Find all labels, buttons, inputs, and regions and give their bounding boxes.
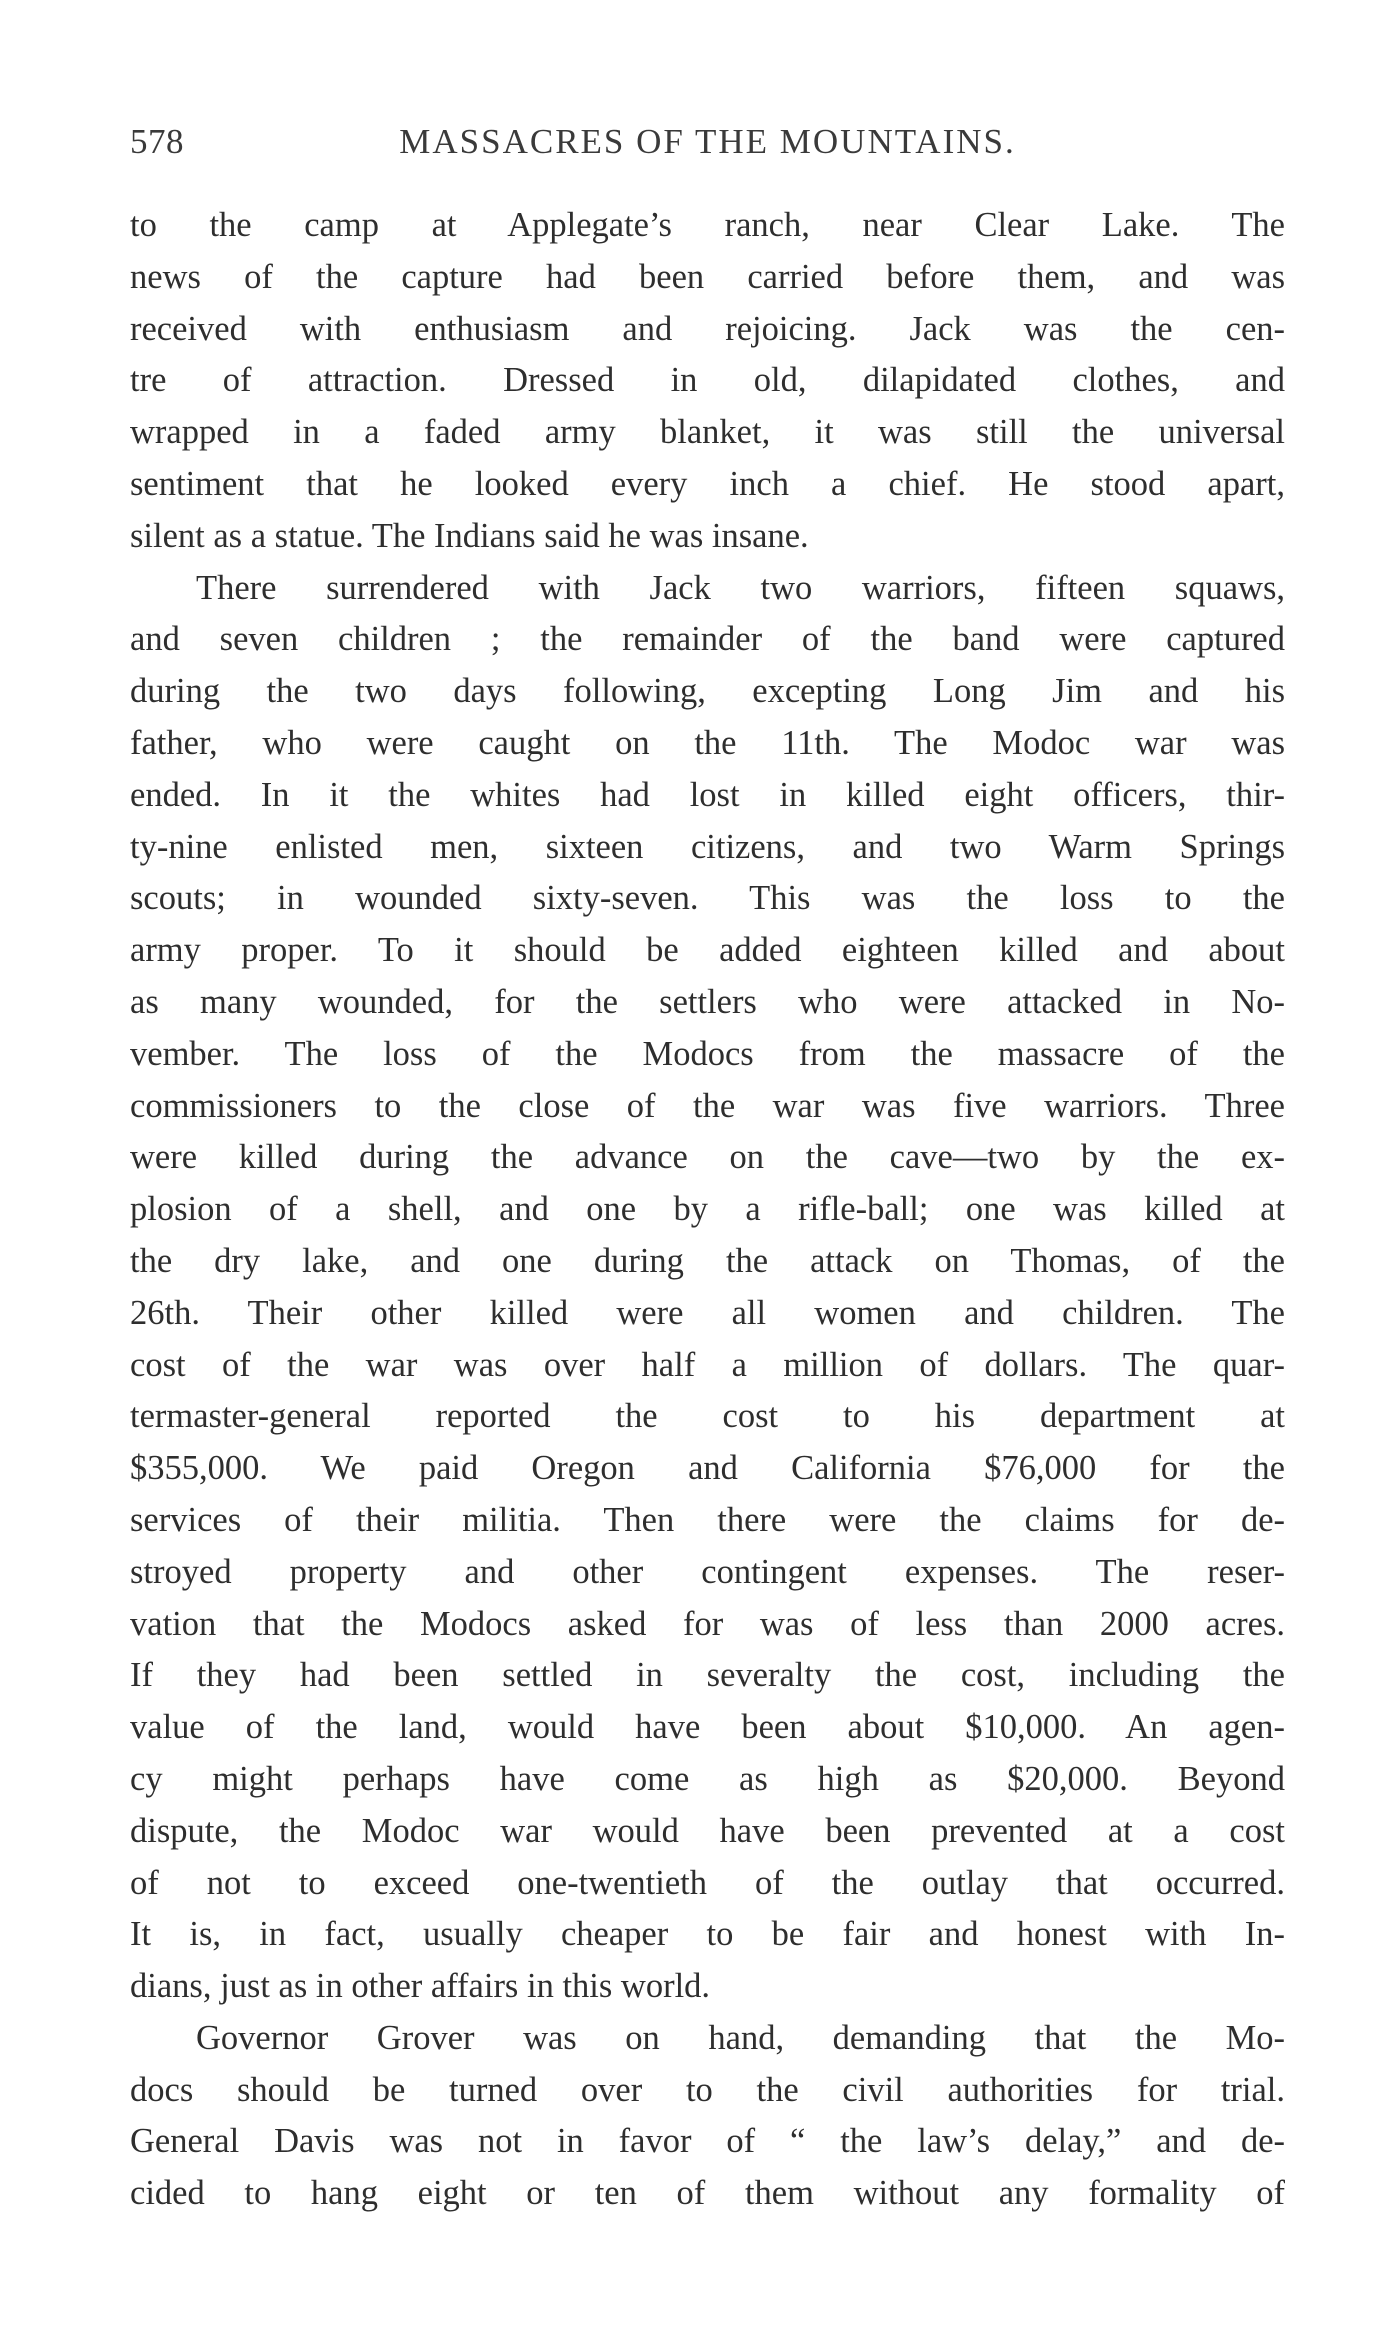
running-title: MASSACRES OF THE MOUNTAINS. <box>399 122 1016 161</box>
text-line: were killed during the advance on the cave—two by the ex- <box>130 1138 1285 1177</box>
text-line: ty-nine enlisted men, sixteen citizens, and two Warm Springs <box>130 827 1285 866</box>
text-line: silent as a statue. The Indians said he was insane. <box>130 516 809 555</box>
text-line: news of the capture had been carried before them, and was <box>130 257 1285 296</box>
text-line: value of the land, would have been about $10,000. An agen- <box>130 1708 1285 1747</box>
text-line: wrapped in a faded army blanket, it was still the universal <box>130 413 1285 452</box>
text-line: cy might perhaps have come as high as $20,000. Beyond <box>130 1759 1285 1798</box>
text-line: scouts; in wounded sixty-seven. This was the loss to the <box>130 879 1285 918</box>
text-line: the dry lake, and one during the attack on Thomas, of the <box>130 1241 1285 1280</box>
text-line: of not to exceed one-twentieth of the outlay that occurred. <box>130 1863 1285 1902</box>
text-line: services of their militia. Then there were the claims for de- <box>130 1500 1285 1539</box>
paragraph-start-line: There surrendered with Jack two warriors, fifteen squaws, <box>196 568 1285 607</box>
text-line: ended. In it the whites had lost in killed eight officers, thir- <box>130 775 1285 814</box>
text-line: General Davis was not in favor of “ the law’s delay,” and de- <box>130 2122 1285 2161</box>
text-line: sentiment that he looked every inch a chief. He stood apart, <box>130 464 1285 503</box>
text-line: plosion of a shell, and one by a rifle-ball; one was killed at <box>130 1190 1285 1229</box>
text-line: army proper. To it should be added eighteen killed and about <box>130 931 1285 970</box>
text-line: It is, in fact, usually cheaper to be fair and honest with In- <box>130 1915 1285 1954</box>
text-line: 26th. Their other killed were all women and children. The <box>130 1293 1285 1332</box>
text-line: and seven children ; the remainder of the band were captured <box>130 620 1285 659</box>
text-line: as many wounded, for the settlers who were attacked in No- <box>130 982 1285 1021</box>
text-line: dians, just as in other affairs in this world. <box>130 1967 711 2006</box>
text-line: commissioners to the close of the war was five warriors. Three <box>130 1086 1285 1125</box>
page-number: 578 <box>130 122 184 161</box>
paragraph-start-line: Governor Grover was on hand, demanding that the Mo- <box>196 2018 1285 2057</box>
text-line: cided to hang eight or ten of them without any formality of <box>130 2174 1285 2213</box>
text-line: dispute, the Modoc war would have been prevented at a cost <box>130 1811 1285 1850</box>
text-line: vember. The loss of the Modocs from the massacre of the <box>130 1034 1285 1073</box>
text-line: to the camp at Applegate’s ranch, near Clear Lake. The <box>130 206 1285 244</box>
running-head <box>130 122 1285 172</box>
text-line: $355,000. We paid Oregon and California $76,000 for the <box>130 1449 1285 1488</box>
text-line: termaster-general reported the cost to his department at <box>130 1397 1285 1436</box>
text-line: father, who were caught on the 11th. The Modoc war was <box>130 723 1285 762</box>
text-line: received with enthusiasm and rejoicing. Jack was the cen- <box>130 309 1285 348</box>
text-line: cost of the war was over half a million of dollars. The quar- <box>130 1345 1285 1384</box>
text-line: docs should be turned over to the civil authorities for trial. <box>130 2070 1285 2109</box>
text-line: stroyed property and other contingent expenses. The reser- <box>130 1552 1285 1591</box>
text-line: vation that the Modocs asked for was of less than 2000 acres. <box>130 1604 1285 1643</box>
text-line: tre of attraction. Dressed in old, dilapidated clothes, and <box>130 361 1285 400</box>
body-text <box>130 200 1285 2220</box>
text-line: If they had been settled in severalty the cost, including the <box>130 1656 1285 1695</box>
text-line: during the two days following, excepting Long Jim and his <box>130 672 1285 711</box>
